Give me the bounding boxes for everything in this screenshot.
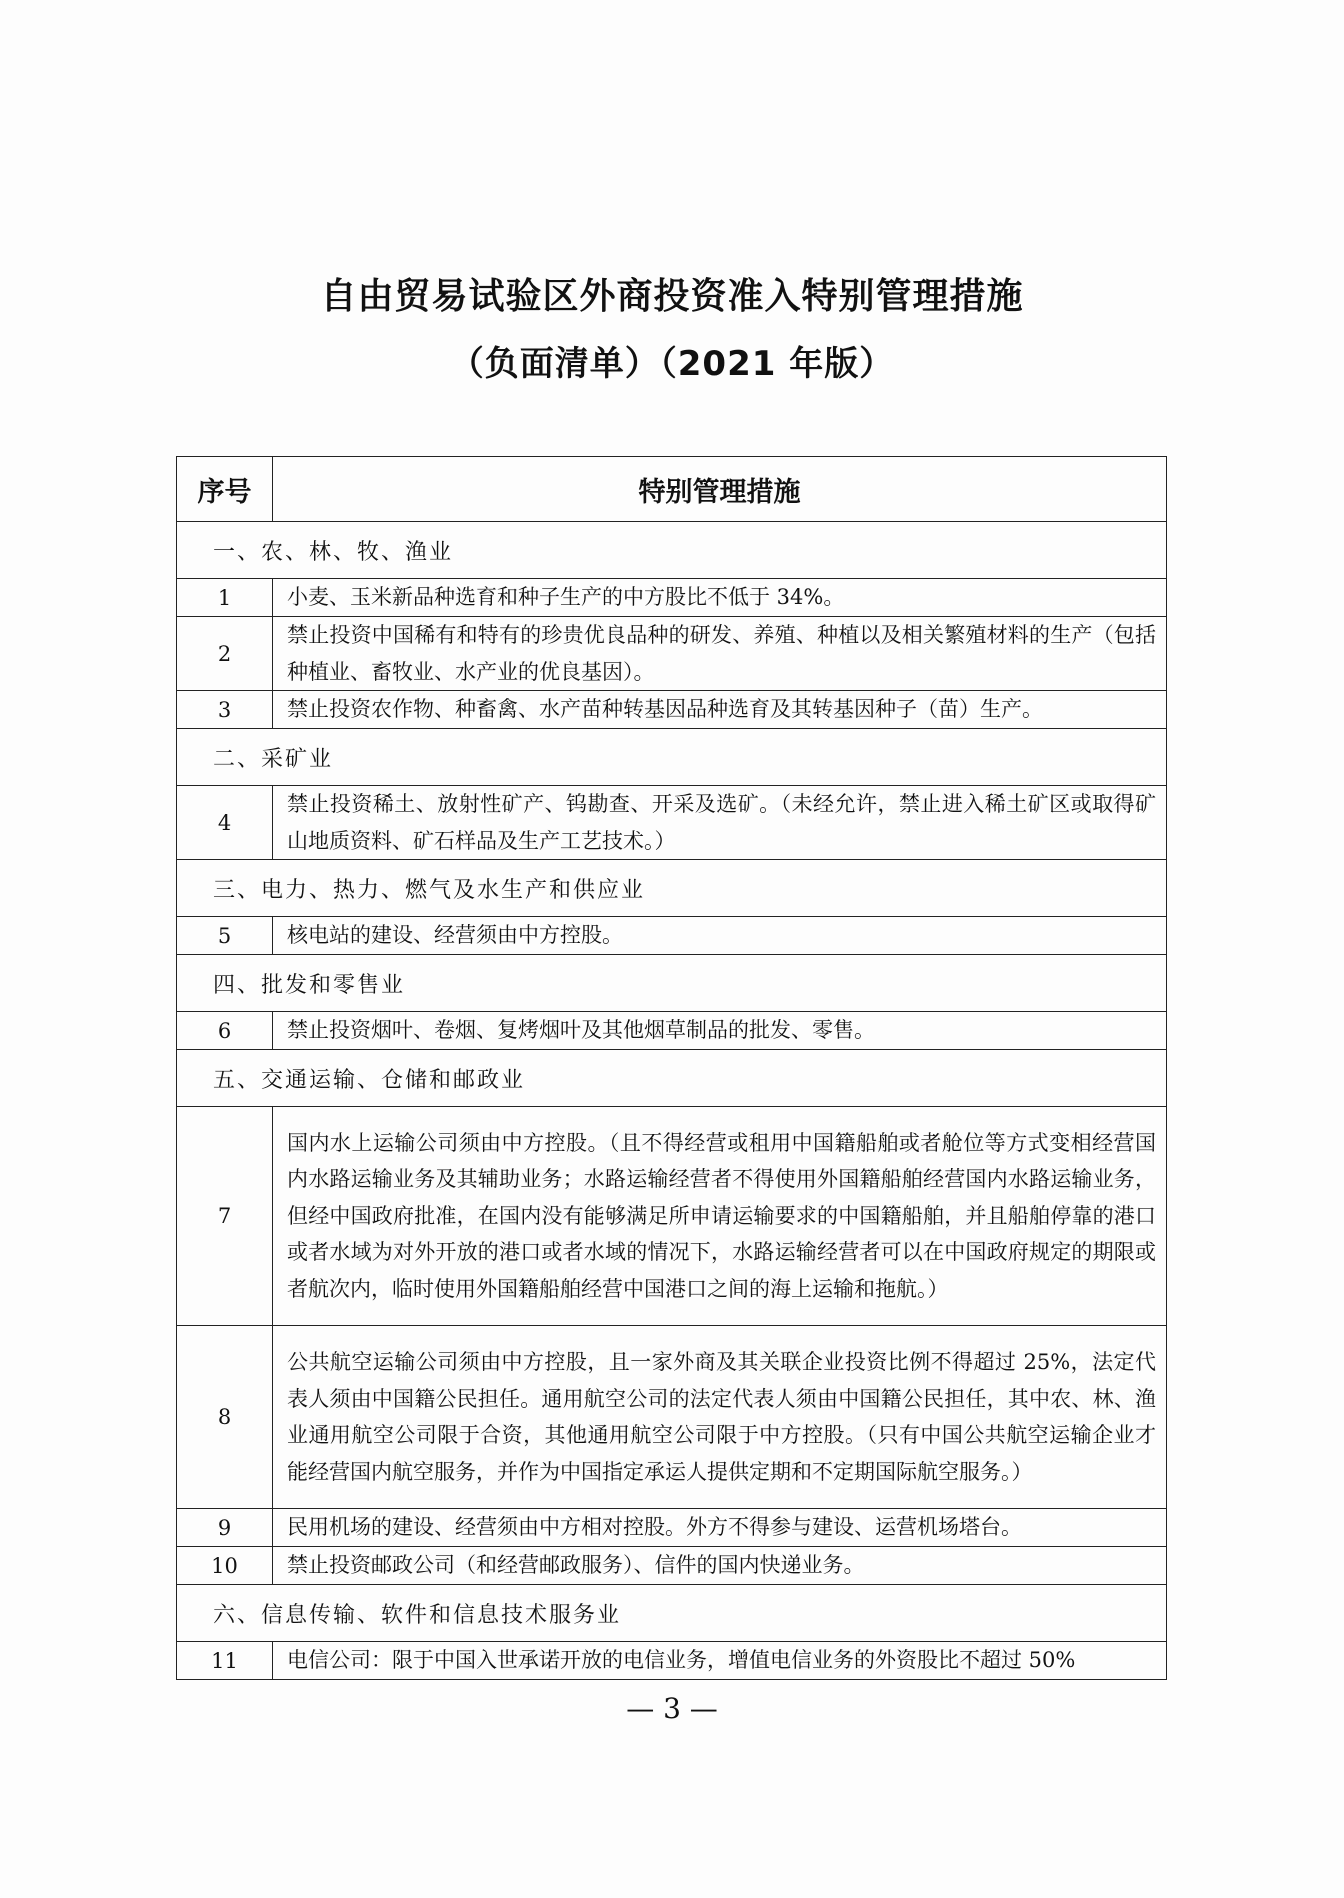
table-row: [177, 917, 1167, 955]
table-row: [177, 1642, 1167, 1680]
section-heading: 二、采矿业: [177, 729, 1167, 786]
item-measure-text: 电信公司：限于中国入世承诺开放的电信业务，增值电信业务的外资股比不超过 50%: [273, 1642, 1167, 1680]
item-measure-text: 核电站的建设、经营须由中方控股。: [273, 917, 1167, 955]
document-subtitle: （负面清单）（2021 年版）: [449, 344, 895, 384]
table-header-row: [177, 457, 1167, 522]
table-row: [177, 691, 1167, 729]
item-measure-text: 民用机场的建设、经营须由中方相对控股。外方不得参与建设、运营机场塔台。: [273, 1509, 1167, 1547]
table-row: [177, 786, 1167, 860]
item-number: 5: [177, 917, 273, 955]
table-row: [177, 579, 1167, 617]
section-row: [177, 1585, 1167, 1642]
section-heading: 三、电力、热力、燃气及水生产和供应业: [177, 860, 1167, 917]
item-measure-text: 禁止投资稀土、放射性矿产、钨勘查、开采及选矿。（未经允许，禁止进入稀土矿区或取得矿山地质资料、矿石样品及生产工艺技术。）: [273, 786, 1167, 860]
table-row: [177, 617, 1167, 691]
table-row: [177, 1012, 1167, 1050]
section-heading: 六、信息传输、软件和信息技术服务业: [177, 1585, 1167, 1642]
item-measure-text: 禁止投资烟叶、卷烟、复烤烟叶及其他烟草制品的批发、零售。: [273, 1012, 1167, 1050]
item-number: 1: [177, 579, 273, 617]
measures-table: [176, 456, 1167, 1680]
table-row: [177, 1509, 1167, 1547]
table-row: [177, 1547, 1167, 1585]
section-row: [177, 860, 1167, 917]
item-number: 3: [177, 691, 273, 729]
item-number: 6: [177, 1012, 273, 1050]
item-number: 2: [177, 617, 273, 691]
item-measure-text: 小麦、玉米新品种选育和种子生产的中方股比不低于 34%。: [273, 579, 1167, 617]
item-number: 9: [177, 1509, 273, 1547]
section-row: [177, 522, 1167, 579]
table-row: [177, 1107, 1167, 1326]
item-number: 10: [177, 1547, 273, 1585]
section-row: [177, 729, 1167, 786]
item-measure-text: 禁止投资农作物、种畜禽、水产苗种转基因品种选育及其转基因种子（苗）生产。: [273, 691, 1167, 729]
item-number: 4: [177, 786, 273, 860]
item-number: 8: [177, 1326, 273, 1509]
item-measure-text: 禁止投资邮政公司（和经营邮政服务）、信件的国内快递业务。: [273, 1547, 1167, 1585]
table-row: [177, 1326, 1167, 1509]
header-no: 序号: [177, 457, 273, 522]
section-heading: 四、批发和零售业: [177, 955, 1167, 1012]
item-measure-text: 国内水上运输公司须由中方控股。（且不得经营或租用中国籍船舶或者舱位等方式变相经营国内水路运输业务及其辅助业务；水路运输经营者不得使用外国籍船舶经营国内水路运输业务，但经中国政府批准，在国内没有能够满足所申请运输要求的中国籍船舶，并且船舶停靠的港口或者水域为对外开放的港口或者水域的情况下，水路运输经营者可以在中国政府规定的期限或者航次内，临时使用外国籍船舶经营中国港口之间的海上运输和拖航。）: [273, 1107, 1167, 1326]
item-measure-text: 禁止投资中国稀有和特有的珍贵优良品种的研发、养殖、种植以及相关繁殖材料的生产（包括种植业、畜牧业、水产业的优良基因）。: [273, 617, 1167, 691]
document-title: 自由贸易试验区外商投资准入特别管理措施: [320, 276, 1024, 317]
page-number: — 3 —: [626, 1692, 718, 1725]
section-row: [177, 955, 1167, 1012]
item-number: 7: [177, 1107, 273, 1326]
section-row: [177, 1050, 1167, 1107]
item-number: 11: [177, 1642, 273, 1680]
section-heading: 一、农、林、牧、渔业: [177, 522, 1167, 579]
item-measure-text: 公共航空运输公司须由中方控股，且一家外商及其关联企业投资比例不得超过 25%，法定代表人须由中国籍公民担任。通用航空公司的法定代表人须由中国籍公民担任，其中农、林、渔业通用航空公司限于合资，其他通用航空公司限于中方控股。（只有中国公共航空运输企业才能经营国内航空服务，并作为中国指定承运人提供定期和不定期国际航空服务。）: [273, 1326, 1167, 1509]
header-measure: 特别管理措施: [273, 457, 1167, 522]
section-heading: 五、交通运输、仓储和邮政业: [177, 1050, 1167, 1107]
